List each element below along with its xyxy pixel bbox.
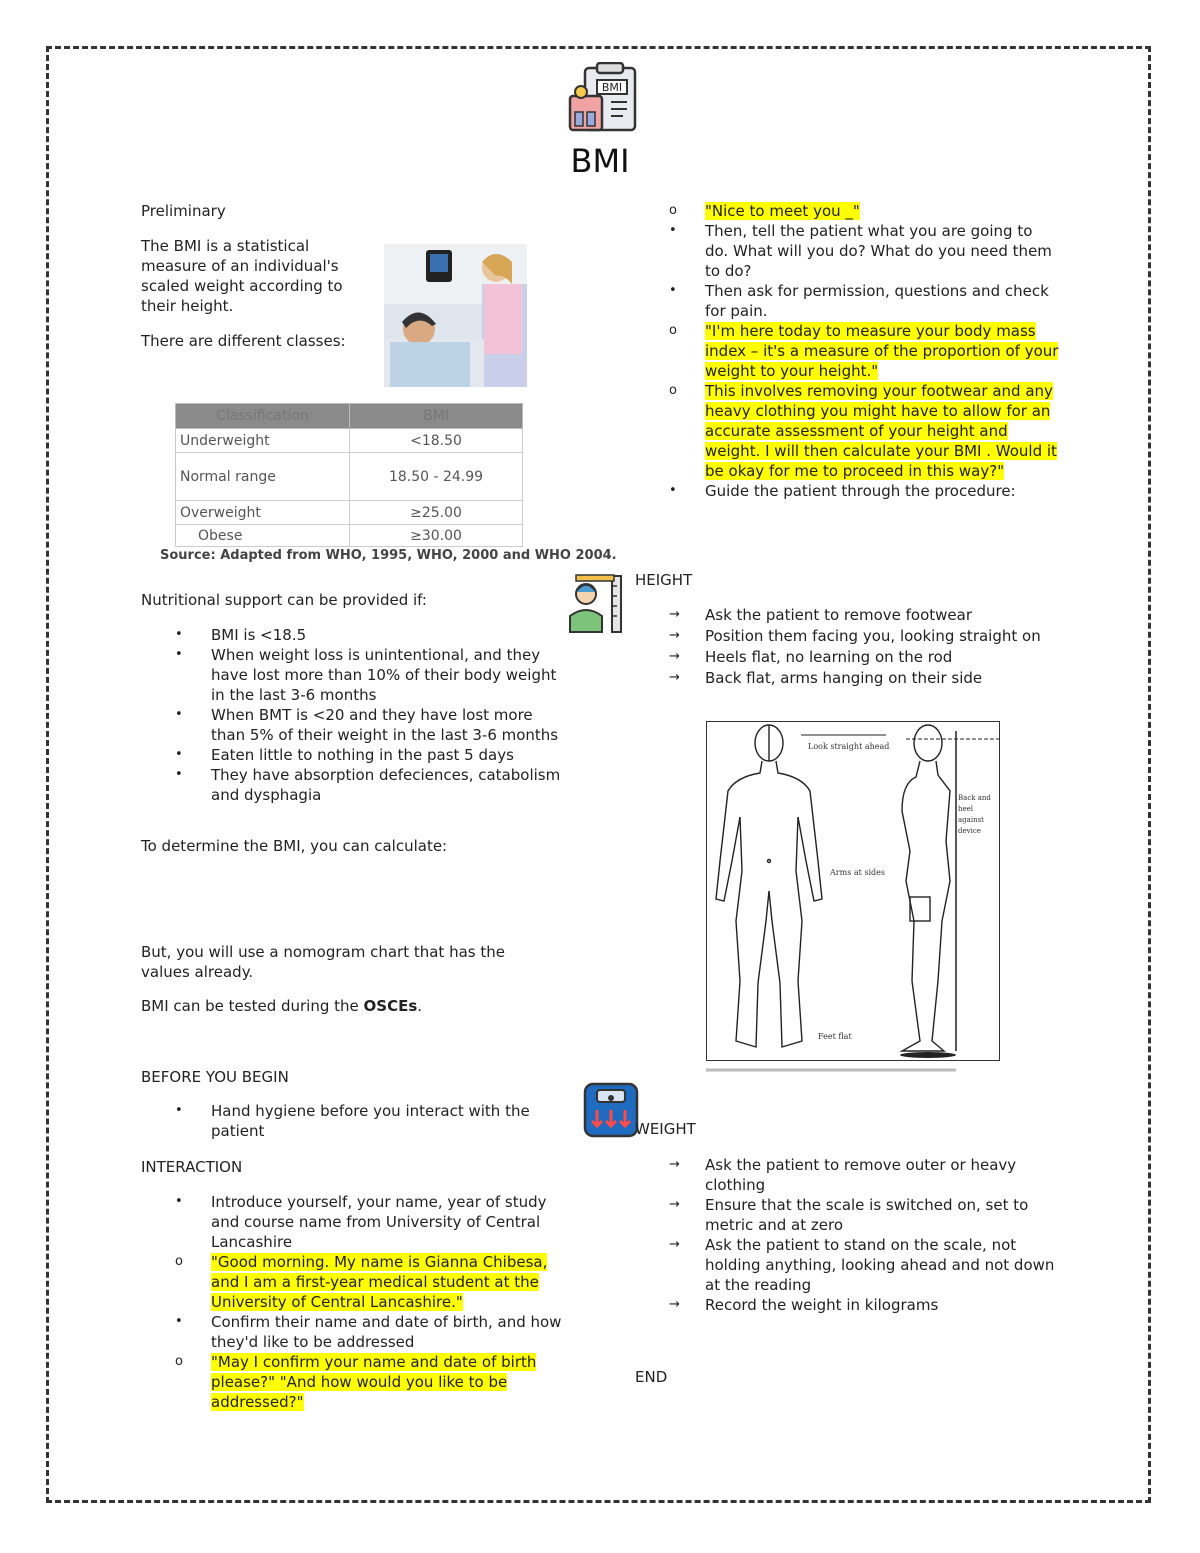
table-row — [176, 501, 523, 525]
look-straight-label: Look straight ahead — [808, 742, 890, 751]
list-item: → Position them facing you, looking straight on — [669, 627, 1041, 645]
end-label: END — [635, 1368, 668, 1386]
height-heading: HEIGHT — [635, 571, 693, 589]
list-item: o This involves removing your footwear and any heavy clothing you might have to allow for an accurate assessment of your height and weight. I will then calculate your BMI . Would it be okay for me to proceed in this way?" — [669, 382, 1057, 480]
page-title: BMI — [570, 142, 630, 180]
nurse-patient-photo — [384, 244, 527, 387]
classes-text: There are different classes: — [141, 332, 346, 350]
before-list — [141, 1101, 566, 1141]
table-cell: 18.50 - 24.99 — [350, 453, 523, 501]
table-row — [176, 429, 523, 453]
list-item: → Back flat, arms hanging on their side — [669, 669, 983, 687]
list-item: → Ask the patient to remove outer or heavy clothing — [669, 1156, 1017, 1194]
list-item: o "I'm here today to measure your body mass index – it's a measure of the proportion of your weight to your height." — [669, 322, 1059, 380]
list-item: • Confirm their name and date of birth, and how they'd like to be addressed — [175, 1313, 562, 1351]
interaction-heading: INTERACTION — [141, 1158, 243, 1176]
table-cell: Normal range — [176, 453, 350, 501]
list-item: • When weight loss is unintentional, and they have lost more than 10% of their body weight in the last 3-6 months — [175, 646, 557, 704]
table-cell: Underweight — [176, 429, 350, 453]
table-header: BMI — [350, 404, 523, 429]
height-posture-figure — [706, 721, 1001, 1061]
table-cell: Overweight — [176, 501, 350, 525]
list-item: • BMI is <18.5 — [175, 626, 307, 644]
table-cell: <18.50 — [350, 429, 523, 453]
table-header-row — [176, 404, 523, 429]
list-item: → Record the weight in kilograms — [669, 1296, 939, 1314]
osce-text: BMI can be tested during the OSCEs. — [141, 997, 423, 1015]
list-item: • When BMT is <20 and they have lost more than 5% of their weight in the last 3-6 months — [175, 706, 559, 744]
table-cell: Obese — [176, 525, 350, 547]
back-label: Back and heel against device — [958, 794, 991, 835]
calculate-text: To determine the BMI, you can calculate: — [141, 837, 448, 855]
table-header: Classification — [176, 404, 350, 429]
table-cell: ≥25.00 — [350, 501, 523, 525]
table-row — [176, 453, 523, 501]
list-item: • Guide the patient through the procedure: — [669, 482, 1016, 500]
bmi-classification-table — [175, 403, 523, 547]
weight-heading: WEIGHT — [635, 1120, 696, 1138]
procedure-list — [635, 201, 1060, 501]
intro-text: The BMI is a statistical measure of an individual's scaled weight according to their height. — [141, 237, 343, 315]
preliminary-label: Preliminary — [141, 202, 226, 220]
interaction-list — [141, 1192, 571, 1412]
list-item: → Heels flat, no learning on the rod — [669, 648, 953, 666]
height-list — [635, 605, 1075, 688]
list-item: • Eaten little to nothing in the past 5 days — [175, 746, 514, 764]
height-measure-icon — [566, 572, 626, 634]
list-item: → Ask the patient to remove footwear — [669, 606, 972, 624]
feet-label: Feet flat — [818, 1032, 852, 1041]
figure-caption — [706, 1066, 1001, 1076]
table-source: Source: Adapted from WHO, 1995, WHO, 2000 and WHO 2004. — [160, 548, 617, 563]
list-item: • Then ask for permission, questions and check for pain. — [669, 282, 1049, 320]
list-item: • Hand hygiene before you interact with the patient — [175, 1102, 530, 1140]
weight-list — [635, 1155, 1055, 1315]
list-item: o "Good morning. My name is Gianna Chibesa, and I am a first-year medical student at the University of Central Lancashire." — [175, 1253, 548, 1311]
list-item: → Ensure that the scale is switched on, set to metric and at zero — [669, 1196, 1029, 1234]
list-item: → Ask the patient to stand on the scale, not holding anything, looking ahead and not down at the reading — [669, 1236, 1055, 1294]
bmi-clipboard-icon — [567, 62, 641, 134]
nutrition-list — [141, 625, 566, 805]
list-item: o "Nice to meet you _" — [669, 202, 860, 220]
list-item: • Introduce yourself, your name, year of study and course name from University of Central Lancashire — [175, 1193, 547, 1251]
table-row — [176, 525, 523, 547]
arms-label: Arms at sides — [830, 868, 885, 877]
list-item: o "May I confirm your name and date of birth please?" "And how would you like to be addressed?" — [175, 1353, 537, 1411]
nutrition-intro: Nutritional support can be provided if: — [141, 591, 427, 609]
nomogram-text: But, you will use a nomogram chart that has the values already. — [141, 943, 505, 981]
list-item: • Then, tell the patient what you are going to do. What will you do? What do you need them to do? — [669, 222, 1052, 280]
before-heading: BEFORE YOU BEGIN — [141, 1068, 289, 1086]
weighing-scale-icon — [583, 1082, 639, 1138]
table-cell: ≥30.00 — [350, 525, 523, 547]
list-item: • They have absorption defeciences, catabolism and dysphagia — [175, 766, 561, 804]
svg-text:BMI: BMI — [601, 81, 623, 94]
